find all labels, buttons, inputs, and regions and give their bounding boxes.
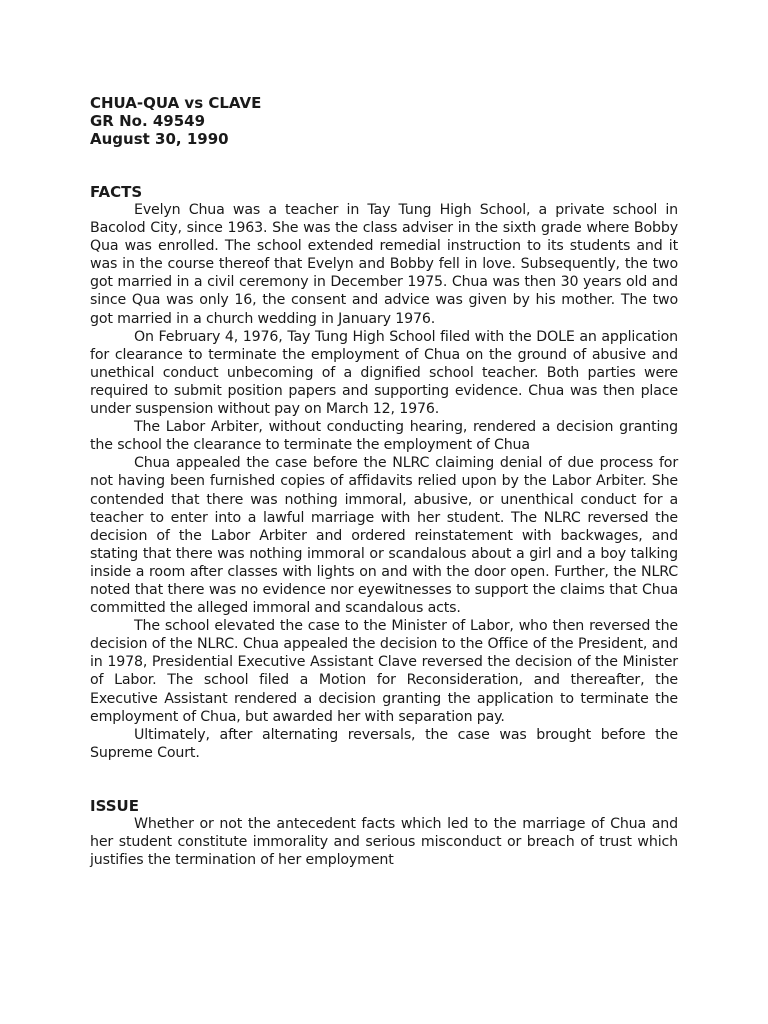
- decision-date: August 30, 1990: [90, 130, 229, 148]
- facts-paragraph-6: Ultimately, after alternating reversals, the case was brought before the Supreme Court.: [90, 726, 678, 761]
- facts-paragraph-4: Chua appealed the case before the NLRC claiming denial of due process for not having been furnished copies of affidavits relied upon by the Labor Arbiter. She contended that there was nothing immoral, abusive, or unenthical conduct for a teacher to enter into a lawful marriage with her student. The NLRC reversed the decision of the Labor Arbiter and ordered reinstatement with backwages, and stating that there was nothing immoral or scandalous about a girl and a boy talking inside a room after classes with lights on and with the door open. Further, the NLRC noted that there was no evidence nor eyewitnesses to support the claims that Chua committed the alleged immoral and scandalous acts.: [90, 455, 678, 617]
- facts-heading: FACTS: [90, 183, 143, 201]
- facts-paragraph-5: The school elevated the case to the Minister of Labor, who then reversed the decision of the NLRC. Chua appealed the decision to the Office of the President, and in 1978, Presidential Executive Assistant Clave reversed the decision of the Minister of Labor. The school filed a Motion for Reconsideration, and thereafter, the Executive Assistant rendered a decision granting the application to terminate the employment of Chua, but awarded her with separation pay.: [90, 618, 678, 725]
- issue-paragraph-1: Whether or not the antecedent facts which led to the marriage of Chua and her student constitute immorality and serious misconduct or breach of trust which justifies the termination of her employment: [90, 815, 678, 869]
- facts-paragraph-2: On February 4, 1976, Tay Tung High School filed with the DOLE an application for clearance to terminate the employment of Chua on the ground of abusive and unethical conduct unbecoming of a dignified school teacher. Both parties were required to submit position papers and supporting evidence. Chua was then place under suspension without pay on March 12, 1976.: [90, 328, 678, 418]
- facts-paragraph-1: Evelyn Chua was a teacher in Tay Tung High School, a private school in Bacolod City, since 1963. She was the class adviser in the sixth grade where Bobby Qua was enrolled. The school extended remedial instruction to its students and it was in the course thereof that Evelyn and Bobby fell in love. Subsequently, the two got married in a civil ceremony in December 1975. Chua was then 30 years old and since Qua was only 16, the consent and advice was given by his mother. The two got married in a church wedding in January 1976.: [90, 202, 678, 327]
- case-title: CHUA-QUA vs CLAVE: [90, 94, 262, 112]
- document-page: [90, 94, 678, 869]
- gr-number: GR No. 49549: [90, 112, 206, 130]
- issue-heading: ISSUE: [90, 796, 139, 815]
- facts-paragraph-3: The Labor Arbiter, without conducting hearing, rendered a decision granting the school the clearance to terminate the employment of Chua: [90, 419, 678, 454]
